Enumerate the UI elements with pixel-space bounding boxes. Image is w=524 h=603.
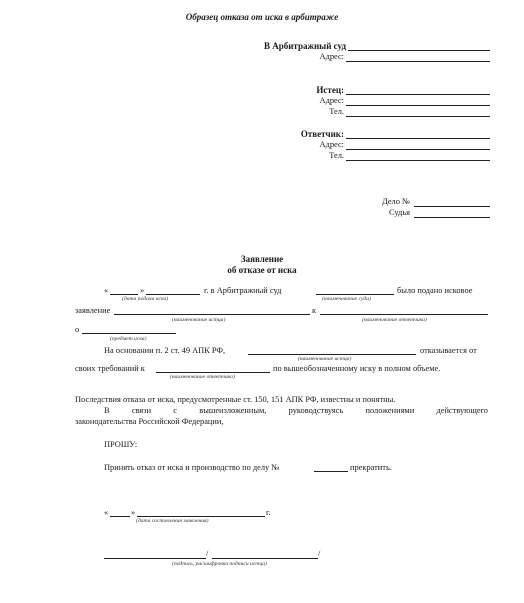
defendant-phone-label: Тел. <box>329 151 344 160</box>
plaintiff-address-line[interactable] <box>346 105 490 106</box>
court-label: В Арбитражный суд <box>263 41 346 51</box>
defendant-label: Ответчик: <box>300 129 344 139</box>
court-phrase: г. в Арбитражный суд <box>204 286 282 295</box>
defendant-name-line[interactable] <box>346 138 490 139</box>
statement-word: заявление <box>75 306 111 315</box>
basis-text: На основании п. 2 ст. 49 АПК РФ, <box>104 346 226 355</box>
court-name-fill-line[interactable] <box>316 294 394 295</box>
statement-title: Заявление <box>240 254 284 264</box>
full-amount-text: по вышеобозначенному иску в полном объеме. <box>273 364 441 373</box>
about-word: о <box>75 325 80 334</box>
plaintiff-name-fill-line[interactable] <box>114 314 310 315</box>
against-word: к <box>312 306 317 315</box>
document-caption: Образец отказа от иска в арбитраже <box>185 12 339 22</box>
court-name-hint: (наименование суда) <box>322 296 371 302</box>
filing-month-year-line[interactable] <box>146 294 200 295</box>
footer-quote-open: « <box>104 508 109 517</box>
plaintiff-label: Истец: <box>316 85 344 95</box>
plaintiff-name-fill-line-2[interactable] <box>248 354 416 355</box>
defendant-name-fill-line[interactable] <box>320 314 488 315</box>
defendant-address-line[interactable] <box>346 149 490 150</box>
request-heading: ПРОШУ: <box>104 440 138 449</box>
defendant-name-hint: (наименование ответчика) <box>362 317 427 323</box>
signature-slash-2: / <box>318 549 321 558</box>
subject-fill-line[interactable] <box>82 333 176 334</box>
defendant-phone-line[interactable] <box>346 160 490 161</box>
footer-year-suffix: г. <box>266 508 271 517</box>
signature-decoding-line[interactable] <box>212 558 318 559</box>
consequences-text: Последствия отказа от иска, предусмотренные ст. 150, 151 АПК РФ, известны и понятны. <box>75 395 396 404</box>
refuses-text: отказывается от <box>420 346 477 355</box>
case-number-label: Дело № <box>382 197 410 206</box>
judge-label: Судья <box>389 208 410 217</box>
plaintiff-phone-label: Тел. <box>329 107 344 116</box>
judge-line[interactable] <box>414 217 490 218</box>
court-address-label: Адрес: <box>319 52 344 61</box>
footer-month-year-line[interactable] <box>137 516 265 517</box>
terminate-text: прекратить. <box>350 463 392 472</box>
signature-slash-1: / <box>206 549 209 558</box>
footer-day-line[interactable] <box>110 516 130 517</box>
signature-line[interactable] <box>104 558 206 559</box>
plaintiff-name-line[interactable] <box>346 94 490 95</box>
court-name-line[interactable] <box>348 50 490 51</box>
claim-filed-text: было подано исковое <box>397 286 473 295</box>
signature-hint: (подпись, расшифровка подписи истца) <box>172 561 267 567</box>
court-address-line[interactable] <box>346 61 490 62</box>
statement-subtitle: об отказе от иска <box>227 265 297 275</box>
filing-day-line[interactable] <box>110 294 138 295</box>
plaintiff-address-label: Адрес: <box>319 96 344 105</box>
footer-quote-close: » <box>131 508 136 517</box>
grounds-text-line1: В связи с вышеизложенным, руководствуясь положениями действующего <box>104 406 488 415</box>
plaintiff-phone-line[interactable] <box>346 116 490 117</box>
defendant-name-fill-line-2[interactable] <box>156 372 270 373</box>
case-number-line[interactable] <box>414 206 490 207</box>
date-written-hint: (дата составления заявления) <box>136 518 209 524</box>
request-text: Принять отказ от иска и производство по делу № <box>104 463 280 472</box>
filing-date-hint: (дата подачи иска) <box>122 296 169 302</box>
plaintiff-name-hint: (наименование истца) <box>172 317 226 323</box>
grounds-text-line2: законодательства Российской Федерации, <box>75 417 224 426</box>
plaintiff-name-hint-2: (наименование истца) <box>298 356 352 362</box>
defendant-address-label: Адрес: <box>319 140 344 149</box>
subject-hint: (предмет иска) <box>110 336 147 342</box>
date-quote-open: « <box>104 286 109 295</box>
claims-to-text: своих требований к <box>75 364 145 373</box>
defendant-name-hint-2: (наименование ответчика) <box>170 374 235 380</box>
case-number-fill-line[interactable] <box>314 471 348 472</box>
date-quote-close: » <box>140 286 145 295</box>
